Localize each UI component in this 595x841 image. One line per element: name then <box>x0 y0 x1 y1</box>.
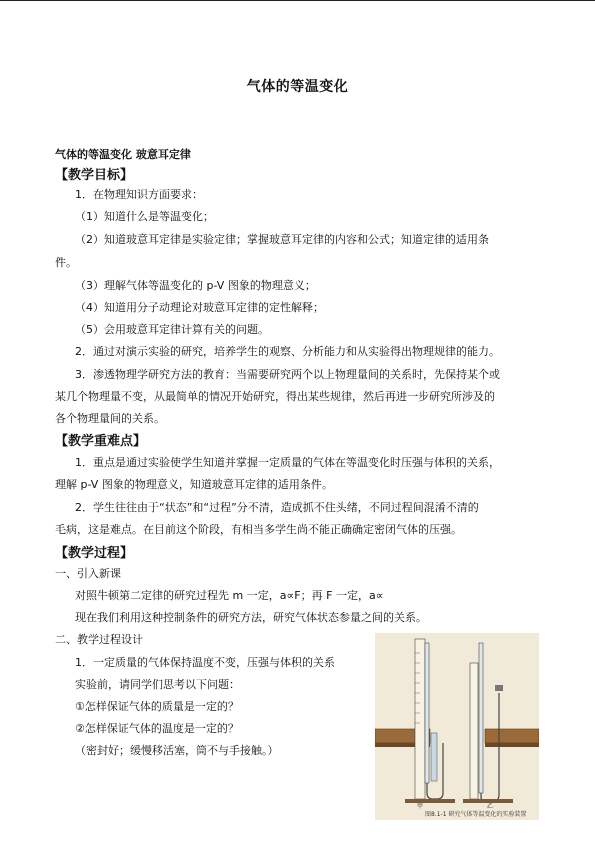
goal-line-1: 1．在物理知识方面要求： <box>75 188 203 201</box>
section-key-points-heading: 【教学重难点】 <box>55 434 147 449</box>
figure-caption: 图8.1-1 研究气体等温变化的实验装置 <box>425 811 527 818</box>
goal-line-2: 2．通过对演示实验的研究，培养学生的观察、分析能力和从实验得出物理规律的能力。 <box>75 345 500 358</box>
figure-label-left: 甲 <box>417 803 424 810</box>
process-line-2b: 实验前，请同学们思考以下问题： <box>75 678 240 691</box>
section-process-heading: 【教学过程】 <box>55 546 134 561</box>
process-line-2c: ①怎样保证气体的质量是一定的？ <box>75 700 239 713</box>
key-line-1b: 理解 p-V 图象的物理意义，知道玻意耳定律的适用条件。 <box>55 478 333 491</box>
key-line-1a: 1．重点是通过实验使学生知道并掌握一定质量的气体在等温变化时压强与体积的关系， <box>75 456 500 469</box>
process-line-2: 二、教学过程设计 <box>55 633 143 646</box>
figure-label-right: 乙 <box>487 803 494 810</box>
goal-line-1-2a: （2）知道玻意耳定律是实验定律；掌握玻意耳定律的内容和公式；知道定律的适用条 <box>75 233 489 246</box>
document-title: 气体的等温变化 <box>246 79 349 95</box>
subtitle: 气体的等温变化 玻意耳定律 <box>55 148 191 161</box>
top-rule <box>0 0 595 1</box>
experiment-apparatus-illustration <box>375 633 539 808</box>
goal-line-3a: 3．渗透物理学研究方法的教育：当需要研究两个以上物理量间的关系时，先保持某个或 <box>75 368 500 381</box>
section-goals-heading: 【教学目标】 <box>55 168 134 183</box>
process-line-1a: 对照牛顿第二定律的研究过程先 m 一定，a∝F；再 F 一定，a∝ <box>75 589 384 602</box>
key-line-2a: 2．学生往往由于“状态”和“过程”分不清，造成抓不住头绪，不同过程间混淆不清的 <box>75 501 479 514</box>
goal-line-1-2b: 件。 <box>55 256 77 269</box>
key-line-2b: 毛病，这是难点。在目前这个阶段，有相当多学生尚不能正确确定密闭气体的压强。 <box>55 523 462 536</box>
goal-line-1-1: （1）知道什么是等温变化； <box>75 210 214 223</box>
goal-line-3b: 某几个物理量不变，从最简单的情况开始研究，得出某些规律，然后再进一步研究所涉及的 <box>55 390 495 403</box>
process-line-1b: 现在我们利用这种控制条件的研究方法，研究气体状态参量之间的关系。 <box>75 611 427 624</box>
goal-line-1-5: （5）会用玻意耳定律计算有关的问题。 <box>75 323 269 336</box>
process-line-2d: ②怎样保证气体的温度是一定的？ <box>75 722 239 735</box>
experiment-figure <box>375 633 539 820</box>
process-line-2a: 1．一定质量的气体保持温度不变，压强与体积的关系 <box>75 656 335 669</box>
process-line-2e: （密封好；缓慢移活塞，筒不与手接触。） <box>75 744 279 757</box>
goal-line-3c: 各个物理量间的关系。 <box>55 412 165 425</box>
goal-line-1-3: （3）理解气体等温变化的 p-V 图象的物理意义； <box>75 279 316 292</box>
process-line-1: 一、引入新课 <box>55 567 121 580</box>
goal-line-1-4: （4）知道用分子动理论对玻意耳定律的定性解释； <box>75 301 324 314</box>
